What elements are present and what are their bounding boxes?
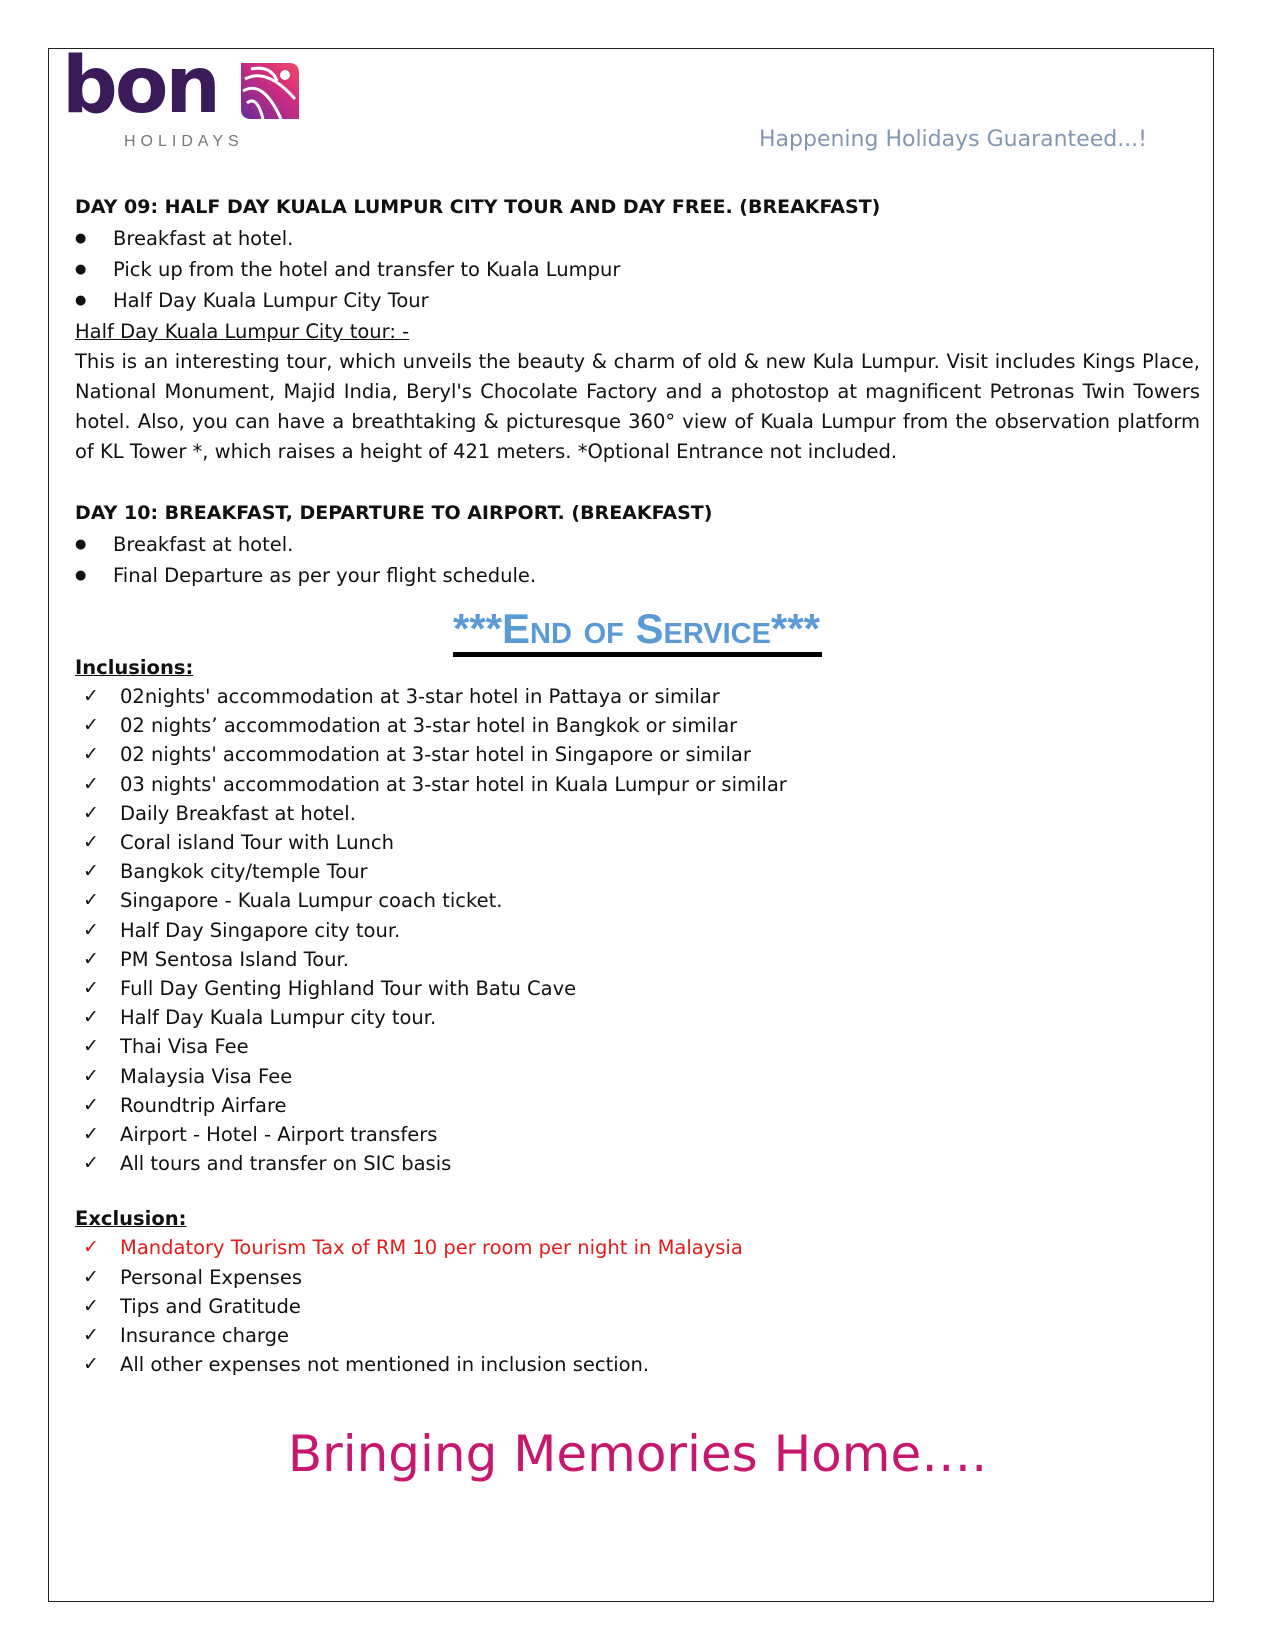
list-item xyxy=(75,1263,1200,1292)
checkmark-icon: ✓ xyxy=(83,1353,99,1376)
checkmark-icon: ✓ xyxy=(83,714,99,737)
list-item xyxy=(75,1350,1200,1379)
list-item: ● Final Departure as per your flight schedule. xyxy=(75,560,1200,591)
checkmark-icon: ✓ xyxy=(83,1324,99,1347)
list-item xyxy=(75,711,1200,740)
end-of-service-text: ***End of Service*** xyxy=(453,605,822,657)
list-item-text: Half Day Singapore city tour. xyxy=(120,918,401,942)
itinerary-content xyxy=(75,192,1200,1379)
footer-slogan: Bringing Memories Home…. xyxy=(287,1425,988,1483)
list-item xyxy=(75,682,1200,711)
list-item xyxy=(75,1321,1200,1350)
header-tagline: Happening Holidays Guaranteed...! xyxy=(759,127,1147,152)
list-item xyxy=(75,1149,1200,1178)
list-item: ● Breakfast at hotel. xyxy=(75,223,1200,254)
checkmark-icon: ✓ xyxy=(83,1093,99,1116)
checkmark-icon: ✓ xyxy=(83,977,99,1000)
list-item xyxy=(75,974,1200,1003)
logo-wordmark: bon xyxy=(62,41,218,131)
list-item-text: All other expenses not mentioned in inclusion section. xyxy=(120,1353,650,1377)
checkmark-icon: ✓ xyxy=(83,860,99,883)
list-item xyxy=(75,1292,1200,1321)
exclusions-list xyxy=(75,1233,1200,1379)
palm-sun-logo-icon xyxy=(237,59,301,123)
list-item-text: Singapore - Kuala Lumpur coach ticket. xyxy=(120,889,503,913)
list-item xyxy=(75,1120,1200,1149)
checkmark-icon: ✓ xyxy=(83,743,99,766)
inclusions-title: Inclusions: xyxy=(75,656,194,679)
list-item xyxy=(75,799,1200,828)
day09-heading: DAY 09: HALF DAY KUALA LUMPUR CITY TOUR AND DAY FREE. (BREAKFAST) xyxy=(75,196,881,218)
checkmark-icon: ✓ xyxy=(83,1006,99,1029)
list-item xyxy=(75,857,1200,886)
list-item-text: Thai Visa Fee xyxy=(120,1035,249,1059)
list-item-text: Malaysia Visa Fee xyxy=(120,1064,293,1088)
checkmark-icon: ✓ xyxy=(83,1236,99,1259)
list-item-text: 02 nights’ accommodation at 3-star hotel in Bangkok or similar xyxy=(120,714,738,738)
list-item-text: 03 nights' accommodation at 3-star hotel in Kuala Lumpur or similar xyxy=(120,772,787,796)
checkmark-icon: ✓ xyxy=(83,1035,99,1058)
list-item xyxy=(75,770,1200,799)
checkmark-icon: ✓ xyxy=(83,1064,99,1087)
list-item xyxy=(75,886,1200,915)
day09-bullets xyxy=(75,223,1200,316)
list-item xyxy=(75,828,1200,857)
list-item-text: 02nights' accommodation at 3-star hotel in Pattaya or similar xyxy=(120,685,720,708)
list-item: ● Pick up from the hotel and transfer to Kuala Lumpur xyxy=(75,254,1200,285)
list-item-text: Personal Expenses xyxy=(120,1265,303,1289)
list-item-text: Mandatory Tourism Tax of RM 10 per room per night in Malaysia xyxy=(120,1236,743,1260)
list-item xyxy=(75,1233,1200,1262)
list-item-text: Half Day Kuala Lumpur city tour. xyxy=(120,1006,437,1030)
list-item xyxy=(75,916,1200,945)
bon-holidays-logo xyxy=(62,41,322,155)
checkmark-icon: ✓ xyxy=(83,918,99,941)
list-item-text: Coral island Tour with Lunch xyxy=(120,831,394,855)
list-item-text: PM Sentosa Island Tour. xyxy=(120,947,349,971)
checkmark-icon: ✓ xyxy=(83,947,99,970)
list-item-text: Tips and Gratitude xyxy=(120,1294,301,1318)
list-item-text: Daily Breakfast at hotel. xyxy=(120,801,356,825)
list-item xyxy=(75,740,1200,769)
list-item xyxy=(75,1032,1200,1061)
logo-subtitle: HOLIDAYS xyxy=(124,133,244,150)
list-item xyxy=(75,945,1200,974)
checkmark-icon: ✓ xyxy=(83,685,99,707)
checkmark-icon: ✓ xyxy=(83,1123,99,1146)
checkmark-icon: ✓ xyxy=(83,1294,99,1317)
tour-description: This is an interesting tour, which unveils the beauty & charm of old & new Kula Lumpur. Visit includes Kings Place, National Monument, Majid India, Beryl's Chocolate Factory and a photostop at magnificent Petronas Twin Towers hotel. Also, you can have a breathtaking & picturesque 360° view of Kuala Lumpur from the observation platform of KL Tower *, which raises a height of 421 meters. *Optional Entrance not included. xyxy=(75,350,1200,463)
end-of-service-banner xyxy=(75,605,1200,653)
list-item-text: Insurance charge xyxy=(120,1324,289,1348)
exclusions-title: Exclusion: xyxy=(75,1207,187,1231)
list-item: ● Breakfast at hotel. xyxy=(75,529,1200,560)
list-item-text: Roundtrip Airfare xyxy=(120,1093,287,1117)
checkmark-icon: ✓ xyxy=(83,831,99,854)
list-item-text: Bangkok city/temple Tour xyxy=(120,860,368,884)
list-item-text: 02 nights' accommodation at 3-star hotel in Singapore or similar xyxy=(120,743,751,767)
day10-heading: DAY 10: BREAKFAST, DEPARTURE TO AIRPORT. (BREAKFAST) xyxy=(75,502,713,524)
list-item-text: All tours and transfer on SIC basis xyxy=(120,1152,452,1176)
day10-bullets xyxy=(75,529,1200,591)
checkmark-icon: ✓ xyxy=(83,801,99,824)
checkmark-icon: ✓ xyxy=(83,1152,99,1175)
checkmark-icon: ✓ xyxy=(83,772,99,795)
inclusions-list xyxy=(75,682,1200,1178)
list-item-text: Airport - Hotel - Airport transfers xyxy=(120,1123,438,1147)
list-item xyxy=(75,1003,1200,1032)
list-item: ● Half Day Kuala Lumpur City Tour xyxy=(75,285,1200,316)
tour-title: Half Day Kuala Lumpur City tour: - xyxy=(75,320,410,343)
list-item xyxy=(75,1091,1200,1120)
list-item xyxy=(75,1062,1200,1091)
list-item-text: Full Day Genting Highland Tour with Batu Cave xyxy=(120,977,577,1001)
checkmark-icon: ✓ xyxy=(83,1265,99,1288)
checkmark-icon: ✓ xyxy=(83,889,99,912)
